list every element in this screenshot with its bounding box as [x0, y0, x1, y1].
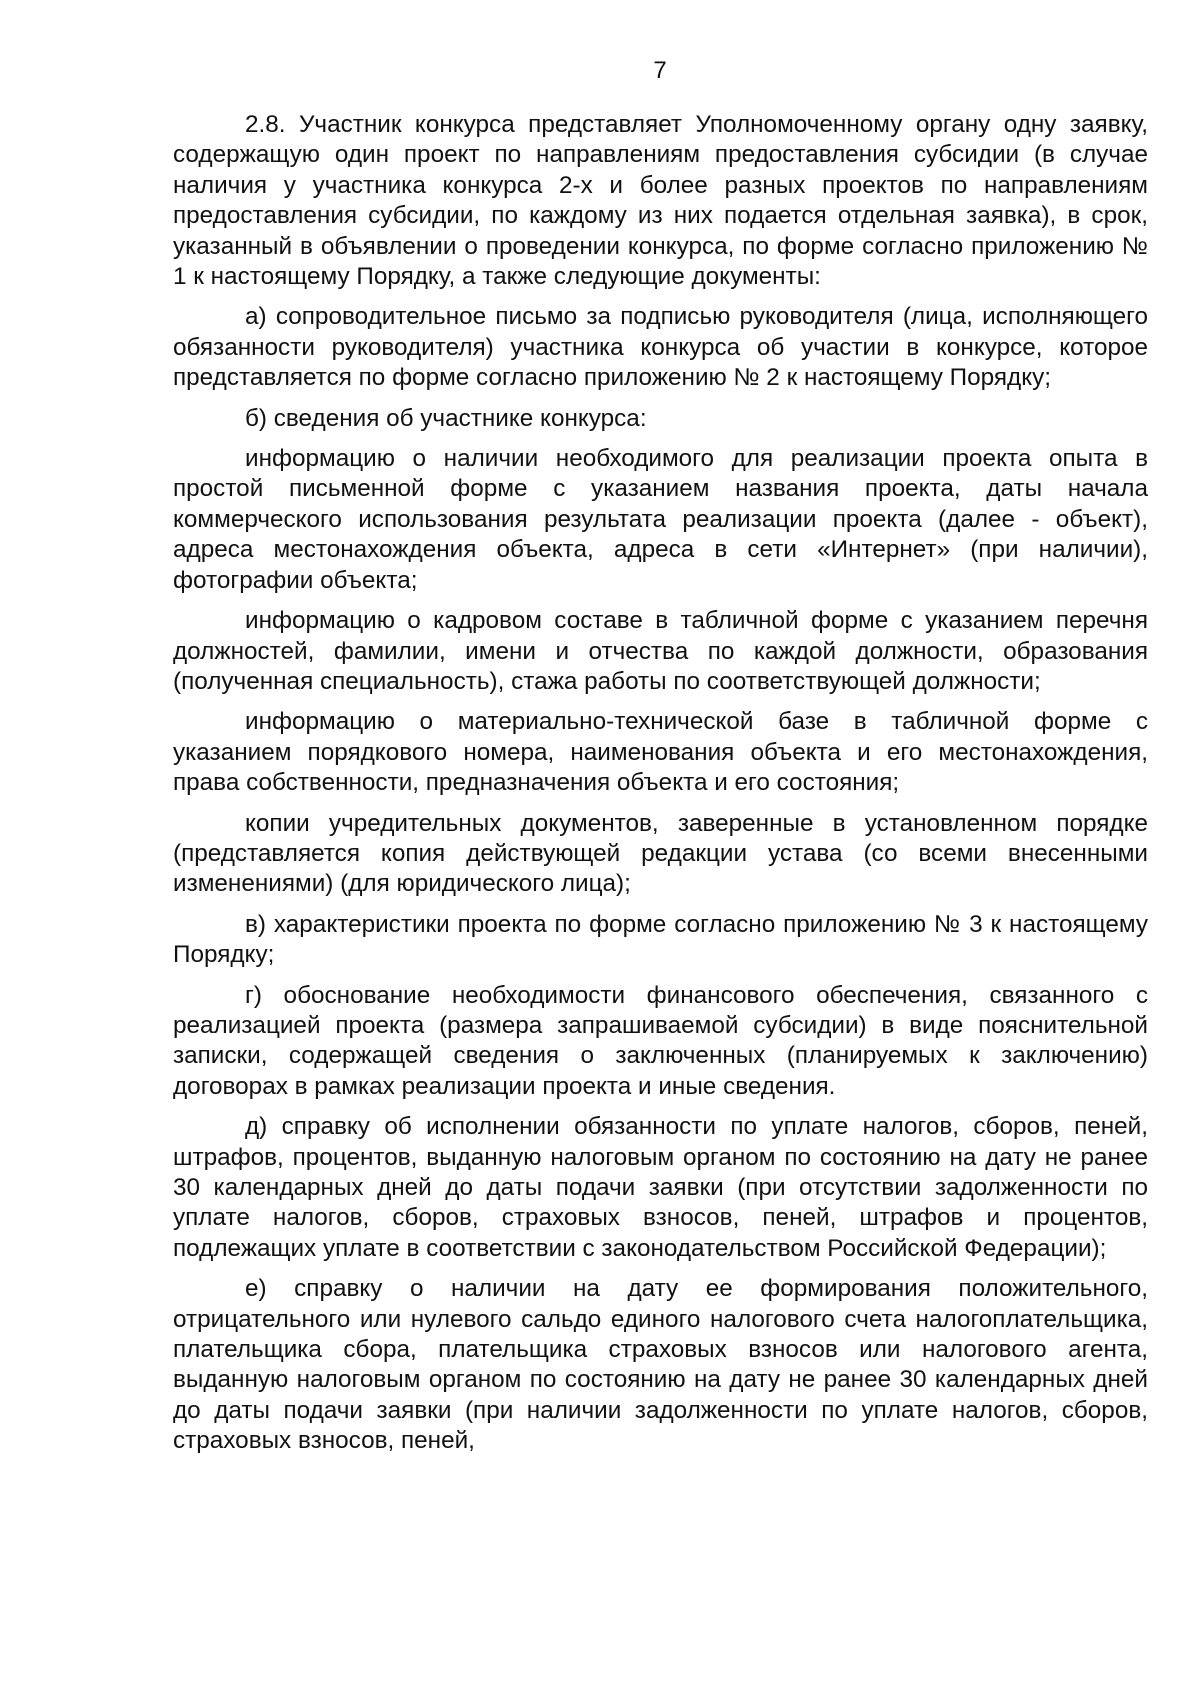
paragraph-material-base-info: информацию о материально-технической базе в табличной форме с указанием порядкового номера, наименования объекта и его местонахождения, права собственности, предназначения объекта и его состояния;: [173, 708, 1148, 797]
paragraph-item-b: б) сведения об участнике конкурса:: [245, 404, 647, 432]
paragraph-item-e: е) справку о наличии на дату ее формирования положительного, отрицательного или нулевого сальдо единого налогового счета налогоплательщика, плательщика сбора, плательщика страховых взносов или налогового агента, выданную налоговым органом по состоянию на дату не ранее 30 календарных дней до даты подачи заявки (при наличии задолженности по уплате налогов, сборов, страховых взносов, пеней,: [173, 1275, 1148, 1455]
paragraph-item-g: г) обоснование необходимости финансового обеспечения, связанного с реализацией проекта (размера запрашиваемой субсидии) в виде пояснительной записки, содержащей сведения о заключенных (планируемых к заключению) договорах в рамках реализации проекта и иные сведения.: [173, 981, 1148, 1100]
paragraph-item-d: д) справку об исполнении обязанности по уплате налогов, сборов, пеней, штрафов, процентов, выданную налоговым органом по состоянию на дату не ранее 30 календарных дней до даты подачи заявки (при отсутствии задолженности по уплате налогов, сборов, страховых взносов, пеней, штрафов и процентов, подлежащих уплате в соответствии с законодательством Российской Федерации);: [173, 1113, 1148, 1262]
document-body: [173, 110, 1148, 1467]
paragraph-experience-info: информацию о наличии необходимого для реализации проекта опыта в простой письменной форме с указанием названия проекта, даты начала коммерческого использования результата реализации проекта (далее - объект), адреса местонахождения объекта, адреса в сети «Интернет» (при наличии), фотографии объекта;: [173, 445, 1148, 594]
page-number: 7: [653, 57, 667, 84]
paragraph-founding-documents: копии учредительных документов, заверенные в установленном порядке (представляется копия действующей редакции устава (со всеми внесенными изменениями) (для юридического лица);: [173, 809, 1148, 898]
paragraph-2-8: 2.8. Участник конкурса представляет Уполномоченному органу одну заявку, содержащую один проект по направлениям предоставления субсидии (в случае наличия у участника конкурса 2-х и более разных проектов по направлениям предоставления субсидии, по каждому из них подается отдельная заявка), в срок, указанный в объявлении о проведении конкурса, по форме согласно приложению № 1 к настоящему Порядку, а также следующие документы:: [173, 111, 1148, 291]
paragraph-item-a: а) сопроводительное письмо за подписью руководителя (лица, исполняющего обязанности руководителя) участника конкурса об участии в конкурсе, которое представляется по форме согласно приложению № 2 к настоящему Порядку;: [173, 303, 1148, 392]
paragraph-item-v: в) характеристики проекта по форме согласно приложению № 3 к настоящему Порядку;: [173, 910, 1148, 969]
paragraph-staff-info: информацию о кадровом составе в табличной форме с указанием перечня должностей, фамилии, имени и отчества по каждой должности, образования (полученная специальность), стажа работы по соответствующей должности;: [173, 607, 1148, 695]
